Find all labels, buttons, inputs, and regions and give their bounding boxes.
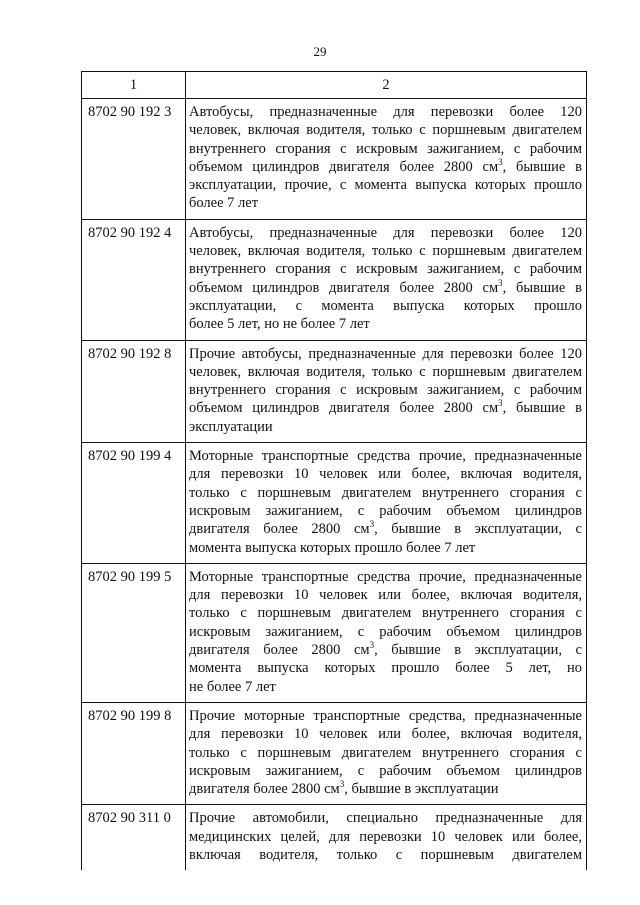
description-line: более 7 лет <box>189 195 259 212</box>
description-line: объемом цилиндров двигателя более 2800 $см^3$, бывшие в <box>189 157 582 175</box>
description-cell <box>186 443 587 564</box>
description-line: внутреннего сгорания с искровым зажиганием, с рабочим <box>189 261 582 278</box>
description-line: момента выпуска которых прошло более 5 лет, но <box>189 660 582 677</box>
description-line: искровым зажиганием, с рабочим объемом цилиндров <box>189 623 582 640</box>
description-line: двигателя более 2800 $см^3$, бывшие в эксплуатации <box>189 779 499 798</box>
column-header-code: 1 <box>82 72 186 99</box>
description-line: только с поршневым двигателем внутреннего сгорания с <box>189 605 582 622</box>
description-line: Моторные транспортные средства прочие, предназначенные <box>189 448 582 465</box>
table-row <box>82 99 587 220</box>
description-line: Прочие моторные транспортные средства, предназначенные <box>189 707 582 724</box>
description-line: включая водителя, только с поршневым двигателем <box>189 846 582 863</box>
description-line: Прочие автобусы, предназначенные для перевозки более 120 <box>189 345 582 362</box>
description-line: только с поршневым двигателем внутреннего сгорания с <box>189 484 582 501</box>
description-line: не более 7 лет <box>189 678 276 695</box>
table-row <box>82 563 587 702</box>
description-line: Моторные транспортные средства прочие, предназначенные <box>189 568 582 585</box>
tariff-code-cell: 8702 90 199 5 <box>82 563 186 702</box>
description-line: искровым зажиганием, с рабочим объемом цилиндров <box>189 762 582 779</box>
table-row <box>82 702 587 804</box>
column-header-description: 2 <box>186 72 587 99</box>
description-line: эксплуатации, прочие, с момента выпуска которых прошло <box>189 177 582 194</box>
description-line: для перевозки 10 человек или более, включая водителя, <box>189 726 582 743</box>
description-line: для перевозки 10 человек или более, включая водителя, <box>189 466 582 483</box>
description-line: Автобусы, предназначенные для перевозки более 120 <box>189 224 582 241</box>
description-line: внутреннего сгорания с искровым зажиганием, с рабочим <box>189 382 582 399</box>
description-line: двигателя более 2800 $см^3$, бывшие в эксплуатации, с <box>189 640 582 659</box>
tariff-table <box>81 71 587 870</box>
description-line: человек, включая водителя, только с поршневым двигателем <box>189 243 582 260</box>
description-line: только с поршневым двигателем внутреннего сгорания с <box>189 744 582 761</box>
tariff-code-cell: 8702 90 199 4 <box>82 443 186 564</box>
description-line: момента выпуска которых прошло более 7 лет <box>189 539 476 556</box>
description-line: объемом цилиндров двигателя более 2800 $см^3$, бывшие в <box>189 398 582 417</box>
description-cell <box>186 805 587 870</box>
page-number: 29 <box>313 44 327 59</box>
description-line: объемом цилиндров двигателя более 2800 $см^3$, бывшие в <box>189 277 582 296</box>
table-row <box>82 805 587 870</box>
description-cell <box>186 340 587 442</box>
description-line: Прочие автомобили, специально предназначенные для <box>189 810 582 827</box>
table-row <box>82 219 587 340</box>
description-line: искровым зажиганием, с рабочим объемом цилиндров <box>189 502 582 519</box>
table-header-row <box>82 72 587 99</box>
description-line: Автобусы, предназначенные для перевозки более 120 <box>189 104 582 120</box>
table-row <box>82 443 587 564</box>
description-cell <box>186 99 587 220</box>
table-row <box>82 340 587 442</box>
tariff-code-cell: 8702 90 192 8 <box>82 340 186 442</box>
description-line: эксплуатации <box>189 418 273 435</box>
tariff-code-cell: 8702 90 192 4 <box>82 219 186 340</box>
description-line: эксплуатации, с момента выпуска которых прошло <box>189 297 582 314</box>
description-line: двигателя более 2800 $см^3$, бывшие в эксплуатации, с <box>189 519 582 538</box>
description-line: человек, включая водителя, только с поршневым двигателем <box>189 363 582 380</box>
description-line: человек, включая водителя, только с поршневым двигателем <box>189 122 582 139</box>
tariff-code-cell: 8702 90 192 3 <box>82 99 186 220</box>
description-cell <box>186 702 587 804</box>
description-cell <box>186 219 587 340</box>
description-cell <box>186 563 587 702</box>
description-line: для перевозки 10 человек или более, включая водителя, <box>189 587 582 604</box>
description-line: внутреннего сгорания с искровым зажиганием, с рабочим <box>189 140 582 157</box>
tariff-code-cell: 8702 90 199 8 <box>82 702 186 804</box>
description-line: медицинских целей, для перевозки 10 человек или более, <box>189 828 582 845</box>
tariff-code-cell: 8702 90 311 0 <box>82 805 186 870</box>
description-line: более 5 лет, но не более 7 лет <box>189 316 370 333</box>
